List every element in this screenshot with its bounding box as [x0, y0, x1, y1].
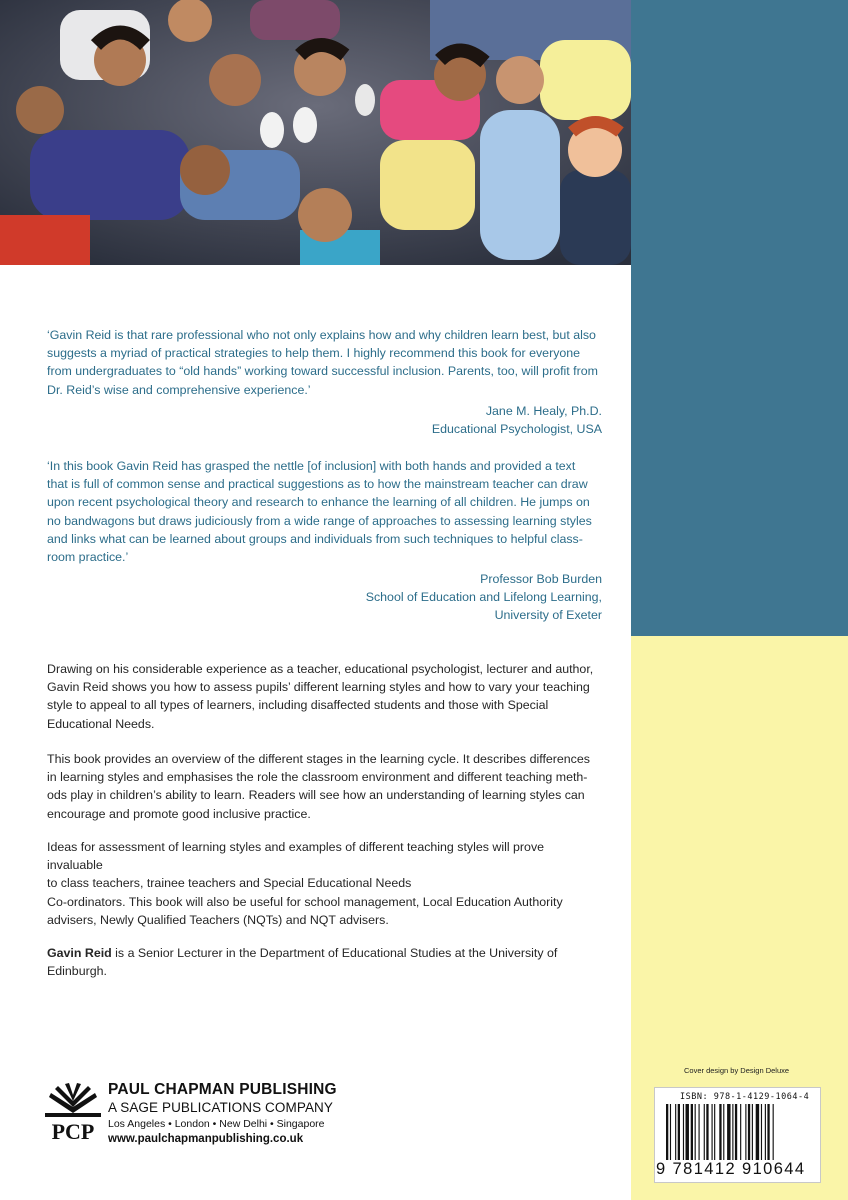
pcp-book-logo-icon	[45, 1083, 101, 1143]
quote-2-attribution	[366, 570, 602, 625]
barcode-bar	[735, 1104, 737, 1160]
quote-line: that is full of common sense and practical suggestions as to how the mainstream teacher can draw	[47, 477, 588, 492]
publisher-sub: A SAGE PUBLICATIONS COMPANY	[108, 1100, 334, 1115]
bio-text: Edinburgh.	[47, 964, 107, 979]
barcode-bar	[714, 1104, 715, 1160]
barcode-icon	[666, 1104, 811, 1162]
cover-photo	[0, 0, 631, 265]
barcode-bar	[740, 1104, 741, 1160]
blurb-line: advisers, Newly Qualified Teachers (NQTs) and NQT advisers.	[47, 912, 389, 927]
quote-line: upon recent psychological theory and research to enhance the learning of all children. He jumps on	[47, 495, 590, 510]
author-name: Gavin Reid	[47, 946, 112, 960]
barcode-bar	[666, 1104, 668, 1160]
blurb-line: This book provides an overview of the different stages in the learning cycle. It describes differences	[47, 752, 590, 766]
barcode-bar	[712, 1104, 713, 1160]
barcode-bar	[761, 1104, 762, 1160]
publisher-block	[108, 1080, 337, 1147]
attribution-line: School of Education and Lifelong Learning,	[365, 590, 602, 605]
barcode-bar	[752, 1104, 753, 1160]
quote-line: Dr. Reid’s wise and comprehensive experience.’	[47, 382, 311, 397]
quote-1-attribution	[432, 402, 602, 438]
quote-1	[47, 326, 602, 399]
isbn-text: ISBN: 978-1-4129-1064-4	[680, 1092, 810, 1102]
barcode-bar	[745, 1104, 746, 1160]
barcode-bar	[706, 1104, 708, 1160]
blurb-line: in learning styles and emphasises the role the classroom environment and different teaching meth-	[47, 770, 588, 785]
blurb-line: Educational Needs.	[47, 716, 155, 731]
blurb-line: style to appeal to all types of learners, including disaffected students and those with Special	[47, 698, 549, 713]
blurb-line: encourage and promote good inclusive practice.	[47, 806, 311, 821]
blurb-paragraph-1	[47, 660, 602, 733]
quote-2	[47, 457, 602, 566]
barcode-bar	[727, 1104, 730, 1160]
barcode-bar	[683, 1104, 684, 1160]
quote-line: from undergraduates to “old hands” working toward successful inclusion. Parents, too, will profit from	[47, 364, 598, 379]
barcode-bar	[670, 1104, 671, 1160]
barcode-bar	[756, 1104, 759, 1160]
blurb-paragraph-3	[47, 838, 602, 929]
blurb-line: Co-ordinators. This book will also be useful for school management, Local Education Authority	[47, 894, 563, 909]
blurb-line: Drawing on his considerable experience as a teacher, educational psychologist, lecturer and author,	[47, 662, 594, 676]
attribution-line: Educational Psychologist, USA	[431, 422, 602, 437]
logo-text: PCP	[51, 1119, 95, 1143]
quote-line: and links what can be learned about groups and individuals from such techniques to helpful class-	[47, 531, 583, 546]
attribution-line: Professor Bob Burden	[480, 572, 602, 586]
attribution-line: University of Exeter	[494, 608, 602, 623]
publisher-cities: Los Angeles • London • New Delhi • Singapore	[108, 1118, 325, 1130]
barcode-bar	[695, 1104, 696, 1160]
barcode-bar	[723, 1104, 724, 1160]
barcode-bar	[699, 1104, 700, 1160]
barcode-bar	[767, 1104, 769, 1160]
barcode-bar	[732, 1104, 733, 1160]
barcode-bar	[773, 1104, 774, 1160]
blurb-paragraph-2	[47, 750, 602, 823]
cover-design-credit: Cover design by Design Deluxe	[684, 1066, 790, 1075]
blurb-line: ods play in children’s ability to learn. Readers will see how an understanding of learning styles can	[47, 788, 585, 803]
children-lying-in-circle-photo-icon	[0, 0, 631, 265]
blurb-line: to class teachers, trainee teachers and Special Educational Needs	[47, 876, 412, 891]
blurb-line: Gavin Reid shows you how to assess pupils’ different learning styles and how to vary your teaching	[47, 680, 590, 695]
barcode-bar	[748, 1104, 750, 1160]
blurb-line: Ideas for assessment of learning styles and examples of different teaching styles will prove invaluable	[47, 840, 545, 873]
quote-line: room practice.’	[47, 550, 129, 565]
quote-line: suggests a myriad of practical strategies to help them. I highly recommend this book for everyone	[47, 346, 581, 361]
quote-line: ‘Gavin Reid is that rare professional who not only explains how and why children learn best, but also	[47, 328, 596, 342]
barcode-digits: 9 781412 910644	[656, 1160, 806, 1178]
barcode-bar	[691, 1104, 693, 1160]
attribution-line: Jane M. Healy, Ph.D.	[485, 404, 602, 418]
bio-text: is a Senior Lecturer in the Department of Educational Studies at the University of	[111, 946, 558, 960]
publisher-name: PAUL CHAPMAN PUBLISHING	[108, 1081, 337, 1098]
barcode-bar	[686, 1104, 689, 1160]
barcode-bar	[765, 1104, 766, 1160]
publisher-url[interactable]: www.paulchapmanpublishing.co.uk	[108, 1133, 304, 1145]
barcode-bar	[675, 1104, 676, 1160]
quote-line: no bandwagons but draws judiciously from a wide range of approaches to assessing learning styles	[47, 513, 592, 528]
quote-line: ‘In this book Gavin Reid has grasped the nettle [of inclusion] with both hands and provided a text	[47, 459, 576, 473]
blue-side-panel	[631, 0, 848, 636]
barcode-bar	[719, 1104, 721, 1160]
author-bio	[47, 944, 602, 980]
barcode-bar	[678, 1104, 680, 1160]
barcode-bar	[704, 1104, 705, 1160]
